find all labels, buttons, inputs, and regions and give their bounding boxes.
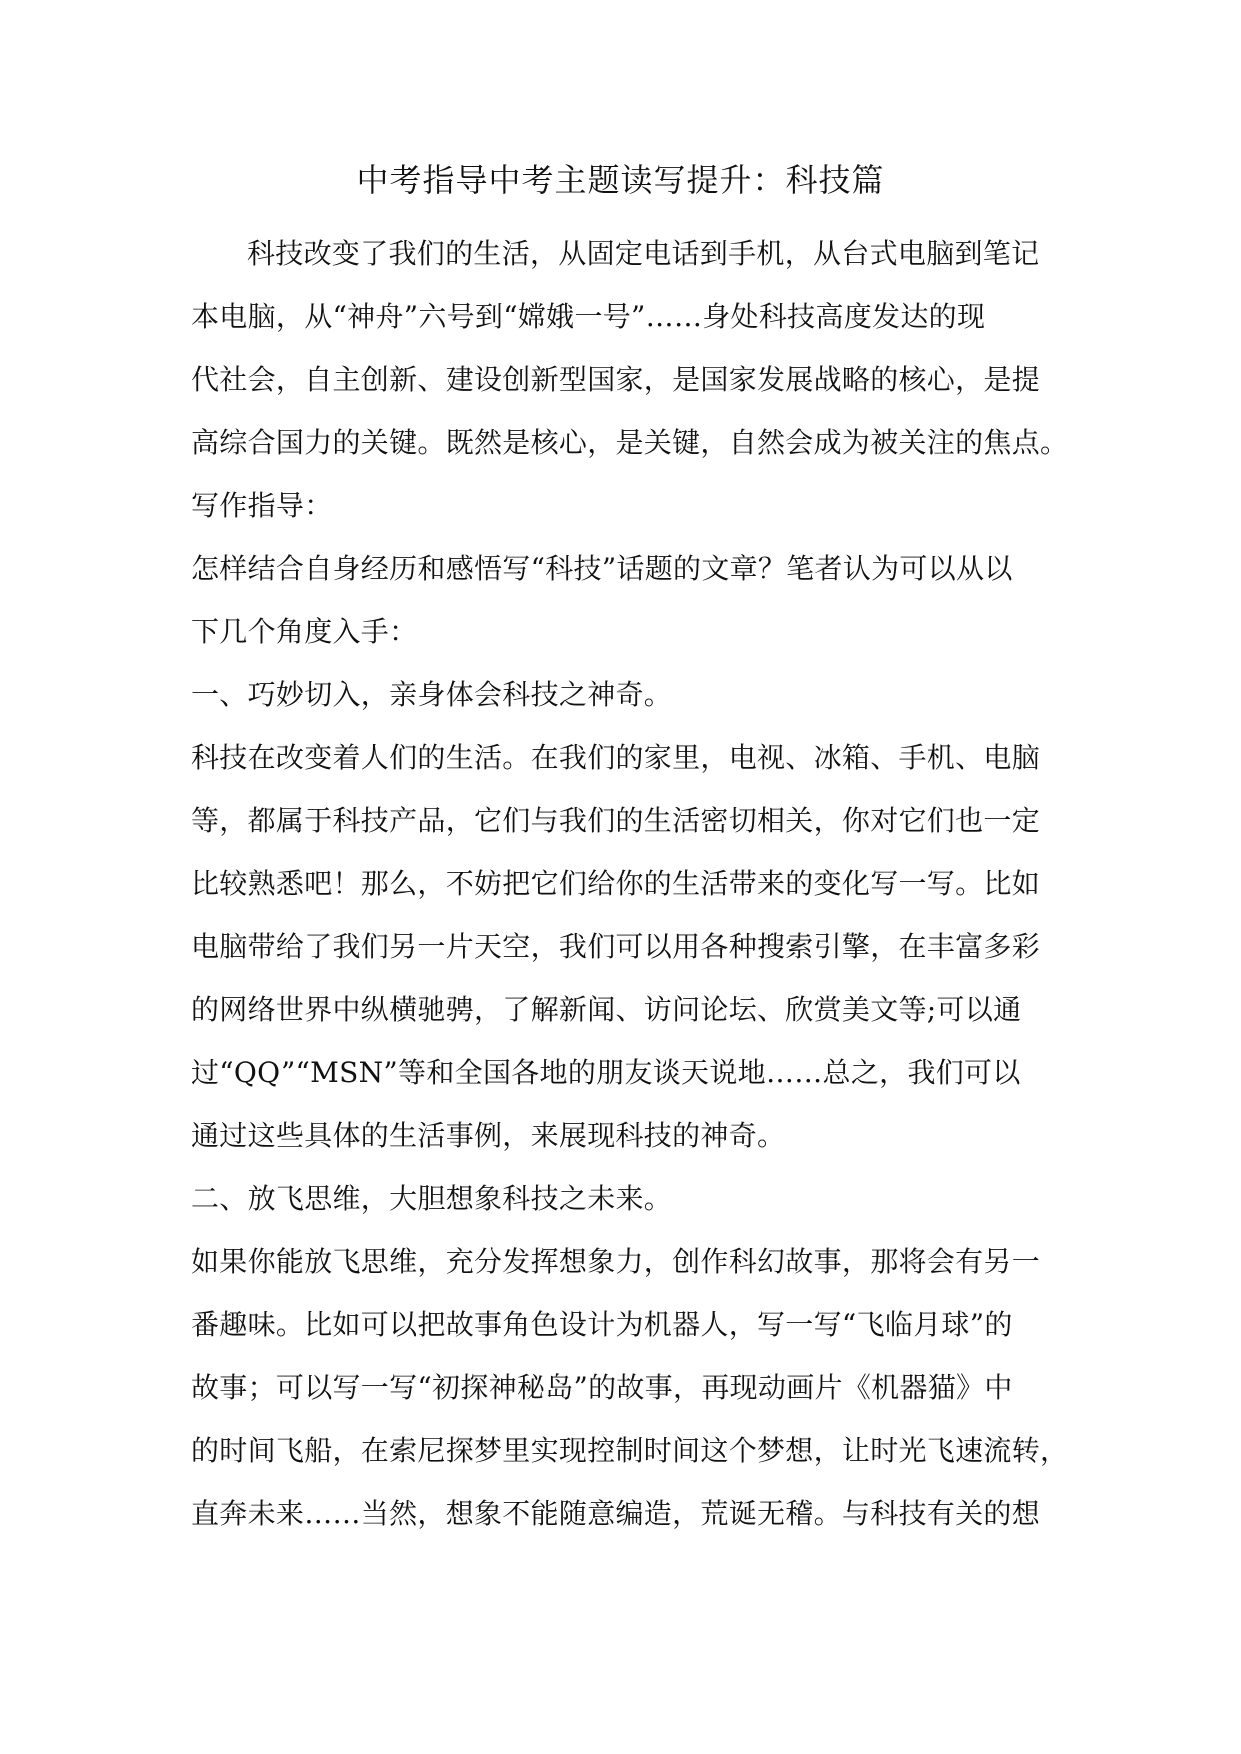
text-line: 的网络世界中纵横驰骋，了解新闻、访问论坛、欣赏美文等;可以通 <box>191 993 1022 1026</box>
text-line: 本电脑，从“神舟”六号到“嫦娥一号”……身处科技高度发达的现 <box>191 300 986 333</box>
text-line: 通过这些具体的生活事例，来展现科技的神奇。 <box>191 1119 786 1152</box>
text-line: 电脑带给了我们另一片天空，我们可以用各种搜索引擎，在丰富多彩 <box>191 930 1041 963</box>
text-line: 科技改变了我们的生活，从固定电话到手机，从台式电脑到笔记 <box>247 237 1040 270</box>
text-line: 过“QQ”“MSN”等和全国各地的朋友谈天说地……总之，我们可以 <box>191 1056 1021 1089</box>
text-line: 的时间飞船，在索尼探梦里实现控制时间这个梦想，让时光飞速流转， <box>191 1434 1069 1467</box>
section-heading: 二、放飞思维，大胆想象科技之未来。 <box>191 1182 673 1215</box>
text-line: 直奔未来……当然，想象不能随意编造，荒诞无稽。与科技有关的想 <box>191 1497 1041 1530</box>
text-line: 番趣味。比如可以把故事角色设计为机器人，写一写“飞临月球”的 <box>191 1308 1013 1341</box>
document-title: 中考指导中考主题读写提升：科技篇 <box>356 161 885 199</box>
text-line: 如果你能放飞思维，充分发挥想象力，创作科幻故事，那将会有另一 <box>191 1245 1041 1278</box>
document-body <box>191 222 1069 1545</box>
text-line: 下几个角度入手： <box>191 615 418 648</box>
text-line: 等，都属于科技产品，它们与我们的生活密切相关，你对它们也一定 <box>191 804 1041 837</box>
text-line: 代社会，自主创新、建设创新型国家，是国家发展战略的核心，是提 <box>191 363 1041 396</box>
section-heading: 一、巧妙切入，亲身体会科技之神奇。 <box>191 678 673 711</box>
text-line: 怎样结合自身经历和感悟写“科技”话题的文章？笔者认为可以从以 <box>191 552 1013 585</box>
text-line: 故事；可以写一写“初探神秘岛”的故事，再现动画片《机器猫》中 <box>191 1371 1013 1404</box>
text-line: 高综合国力的关键。既然是核心，是关键，自然会成为被关注的焦点。 <box>191 426 1069 459</box>
text-line: 科技在改变着人们的生活。在我们的家里，电视、冰箱、手机、电脑 <box>191 741 1041 774</box>
text-line: 比较熟悉吧！那么，不妨把它们给你的生活带来的变化写一写。比如 <box>191 867 1041 900</box>
section-heading: 写作指导： <box>191 489 333 522</box>
